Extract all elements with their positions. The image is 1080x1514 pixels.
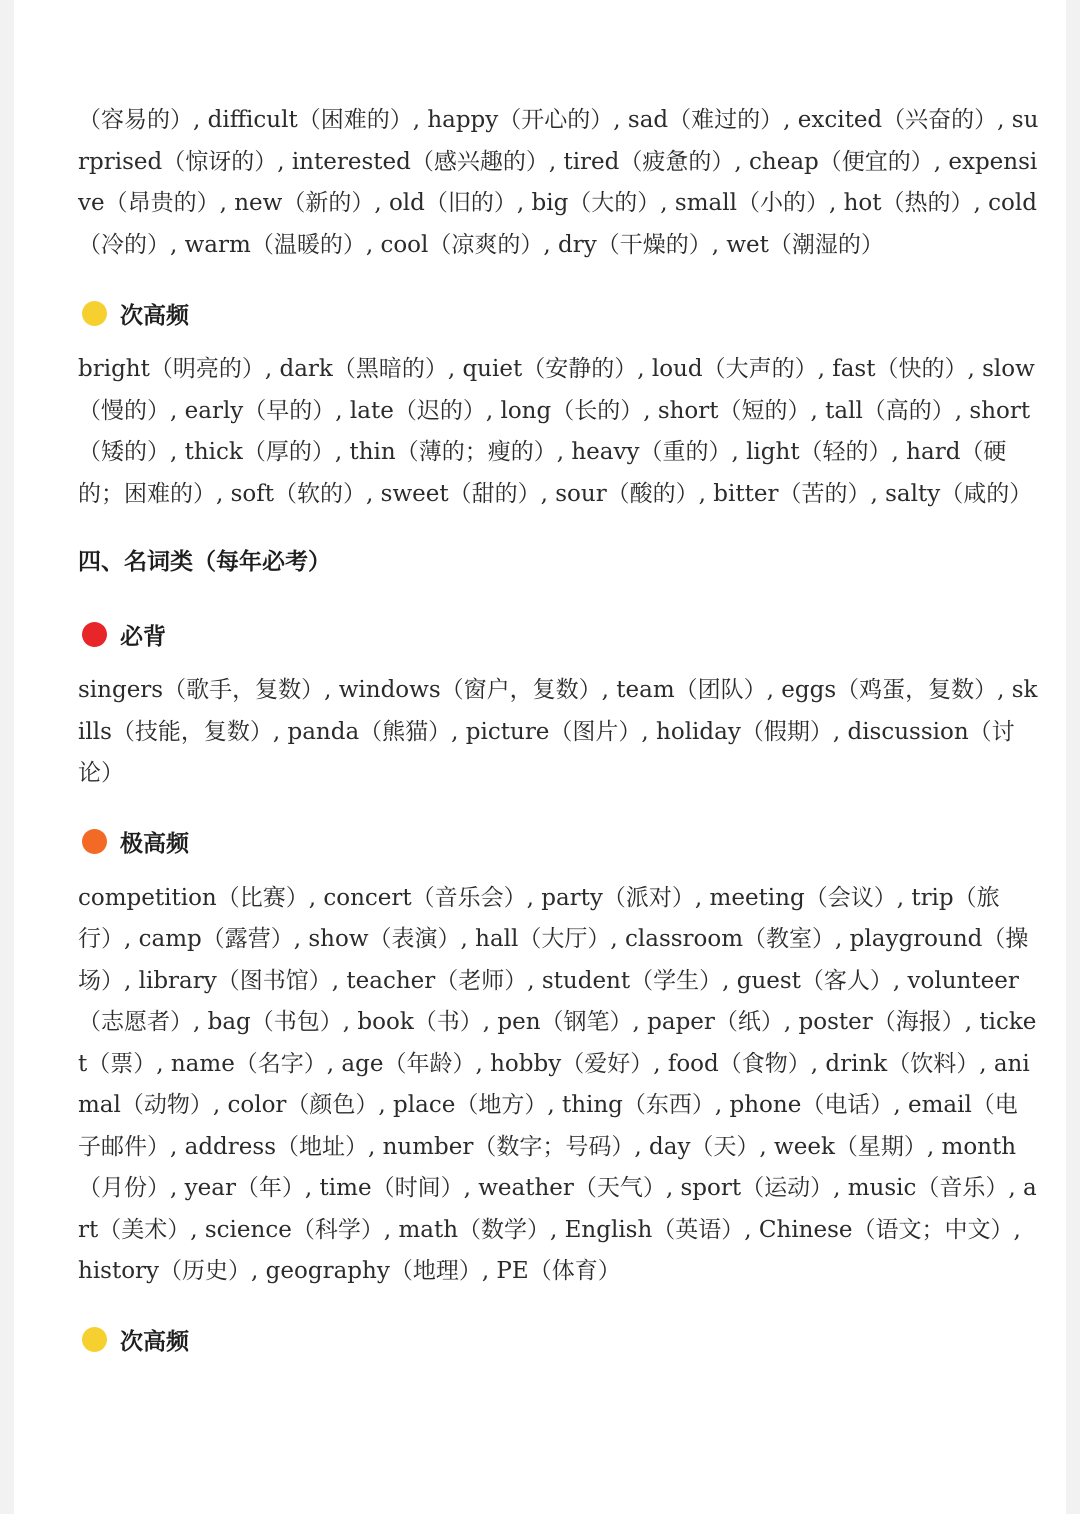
nouns-must-memorize-heading [78,614,1040,654]
heading-label: 次高频 [120,302,189,329]
nouns-very-high-frequency-heading [78,822,1040,862]
heading-label: 次高频 [120,1329,189,1355]
red-dot-icon [82,622,107,647]
yellow-dot-icon [82,1327,107,1352]
nouns-section-title: 四、名词类（每年必考） [78,549,331,575]
heading-label: 必背 [120,623,166,650]
adjectives-secondary-heading [78,293,1040,333]
document-content [78,100,1040,1360]
nouns-must-memorize-paragraph: singers（歌手，复数）, windows（窗户，复数）, team（团队）, eggs（鸡蛋，复数）, skills（技能，复数）, panda（熊猫）, picture（图片）, holiday（假期）, discussion（讨论） [78,677,1038,786]
heading-label: 极高频 [120,831,189,857]
adjectives-intro-paragraph: （容易的）, difficult（困难的）, happy（开心的）, sad（难过的）, excited（兴奋的）, surprised（惊讶的）, interested（感兴趣的）, tired（疲惫的）, cheap（便宜的）, expensive（昂贵的）, new（新的）, old（旧的）, big（大的）, small（小的）, hot（热的）, cold（冷的）, warm（温暖的）, cool（凉爽的）, dry（干燥的）, wet（潮湿的） [78,107,1039,258]
orange-dot-icon [82,829,107,854]
document-page [14,0,1066,1514]
yellow-dot-icon [82,301,107,326]
adjectives-secondary-paragraph: bright（明亮的）, dark（黑暗的）, quiet（安静的）, loud（大声的）, fast（快的）, slow（慢的）, early（早的）, late（迟的）, long（长的）, short（短的）, tall（高的）, short（矮的）, thick（厚的）, thin（薄的；瘦的）, heavy（重的）, light（轻的）, hard（硬的；困难的）, soft（软的）, sweet（甜的）, sour（酸的）, bitter（苦的）, salty（咸的） [78,356,1035,507]
nouns-very-high-frequency-paragraph: competition（比赛）, concert（音乐会）, party（派对）, meeting（会议）, trip（旅行）, camp（露营）, show（表演）, hall（大厅）, classroom（教室）, playground（操场）, library（图书馆）, teacher（老师）, student（学生）, guest（客人）, volunteer（志愿者）, bag（书包）, book（书）, pen（钢笔）, paper（纸）, poster（海报）, ticket（票）, name（名字）, age（年龄）, hobby（爱好）, food（食物）, drink（饮料）, animal（动物）, color（颜色）, place（地方）, thing（东西）, phone（电话）, email（电子邮件）, address（地址）, number（数字；号码）, day（天）, week（星期）, month（月份）, year（年）, time（时间）, weather（天气）, sport（运动）, music（音乐）, art（美术）, science（科学）, math（数学）, English（英语）, Chinese（语文；中文）, history（历史）, geography（地理）, PE（体育） [78,884,1037,1284]
nouns-secondary-heading [78,1320,1040,1360]
